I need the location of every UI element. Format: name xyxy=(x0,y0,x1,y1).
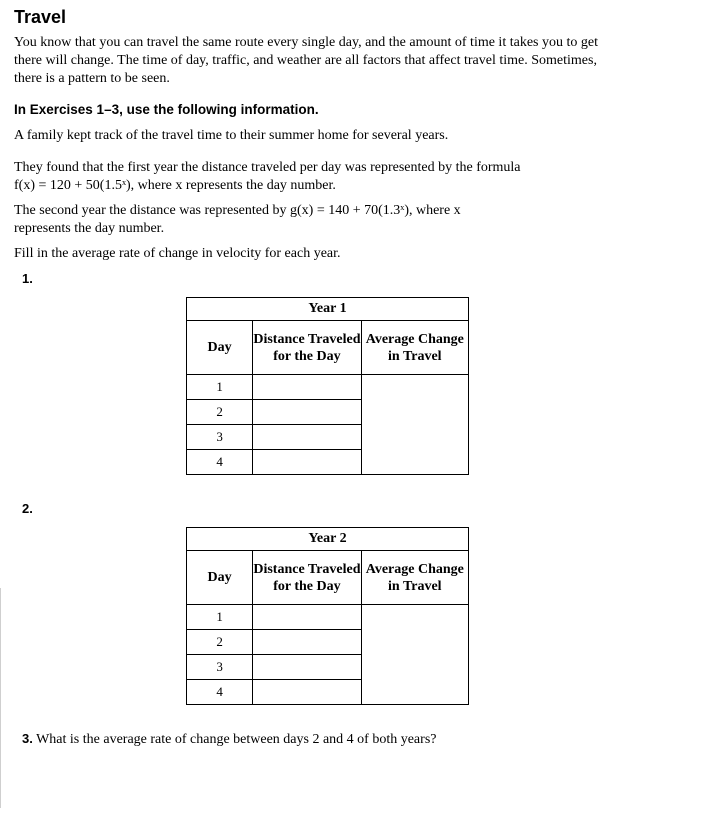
distance-answer-cell[interactable] xyxy=(253,655,361,680)
first-year-text: They found that the first year the distance traveled per day was represented by the formula xyxy=(14,160,521,175)
average-change-answer-cell[interactable] xyxy=(361,605,468,705)
margin-rule xyxy=(0,588,1,808)
day-cell: 2 xyxy=(187,630,253,655)
formula-f: f(x) = 120 + 50(1.5ˣ), where x represents the day number. xyxy=(14,178,336,193)
distance-answer-cell[interactable] xyxy=(253,375,361,400)
distance-answer-cell[interactable] xyxy=(253,450,361,475)
intro-paragraph: You know that you can travel the same route every single day, and the amount of time it takes you to get there will change. The time of day, traffic, and weather are all factors that affect travel time. Sometimes, there is a pattern to be seen. xyxy=(14,35,598,86)
fill-instruction: Fill in the average rate of change in velocity for each year. xyxy=(14,246,341,261)
day-cell: 4 xyxy=(187,680,253,705)
exercise-heading: In Exercises 1–3, use the following information. xyxy=(14,102,319,117)
question-3-number: 3. xyxy=(22,731,33,746)
question-3 xyxy=(22,731,436,748)
year-1-table xyxy=(186,297,469,475)
distance-answer-cell[interactable] xyxy=(253,425,361,450)
header-day: Day xyxy=(187,551,253,605)
header-distance: Distance Traveled for the Day xyxy=(253,321,361,375)
year-1-caption: Year 1 xyxy=(187,298,469,321)
day-cell: 4 xyxy=(187,450,253,475)
day-cell: 1 xyxy=(187,375,253,400)
day-cell: 1 xyxy=(187,605,253,630)
distance-answer-cell[interactable] xyxy=(253,605,361,630)
question-2-number: 2. xyxy=(22,501,33,516)
year-2-caption: Year 2 xyxy=(187,528,469,551)
question-1-number: 1. xyxy=(22,271,33,286)
header-average-change: Average Change in Travel xyxy=(361,321,468,375)
first-year-paragraph xyxy=(14,159,574,195)
header-day: Day xyxy=(187,321,253,375)
family-paragraph: A family kept track of the travel time to their summer home for several years. xyxy=(14,128,449,143)
page-title: Travel xyxy=(14,7,67,27)
header-average-change: Average Change in Travel xyxy=(361,551,468,605)
day-cell: 2 xyxy=(187,400,253,425)
distance-answer-cell[interactable] xyxy=(253,630,361,655)
header-distance: Distance Traveled for the Day xyxy=(253,551,361,605)
day-cell: 3 xyxy=(187,655,253,680)
year-2-table xyxy=(186,527,469,705)
day-cell: 3 xyxy=(187,425,253,450)
second-year-paragraph: The second year the distance was represented by g(x) = 140 + 70(1.3ˣ), where x represents the day number. xyxy=(14,203,461,236)
distance-answer-cell[interactable] xyxy=(253,400,361,425)
average-change-answer-cell[interactable] xyxy=(361,375,468,475)
distance-answer-cell[interactable] xyxy=(253,680,361,705)
question-3-text: What is the average rate of change between days 2 and 4 of both years? xyxy=(36,732,437,747)
